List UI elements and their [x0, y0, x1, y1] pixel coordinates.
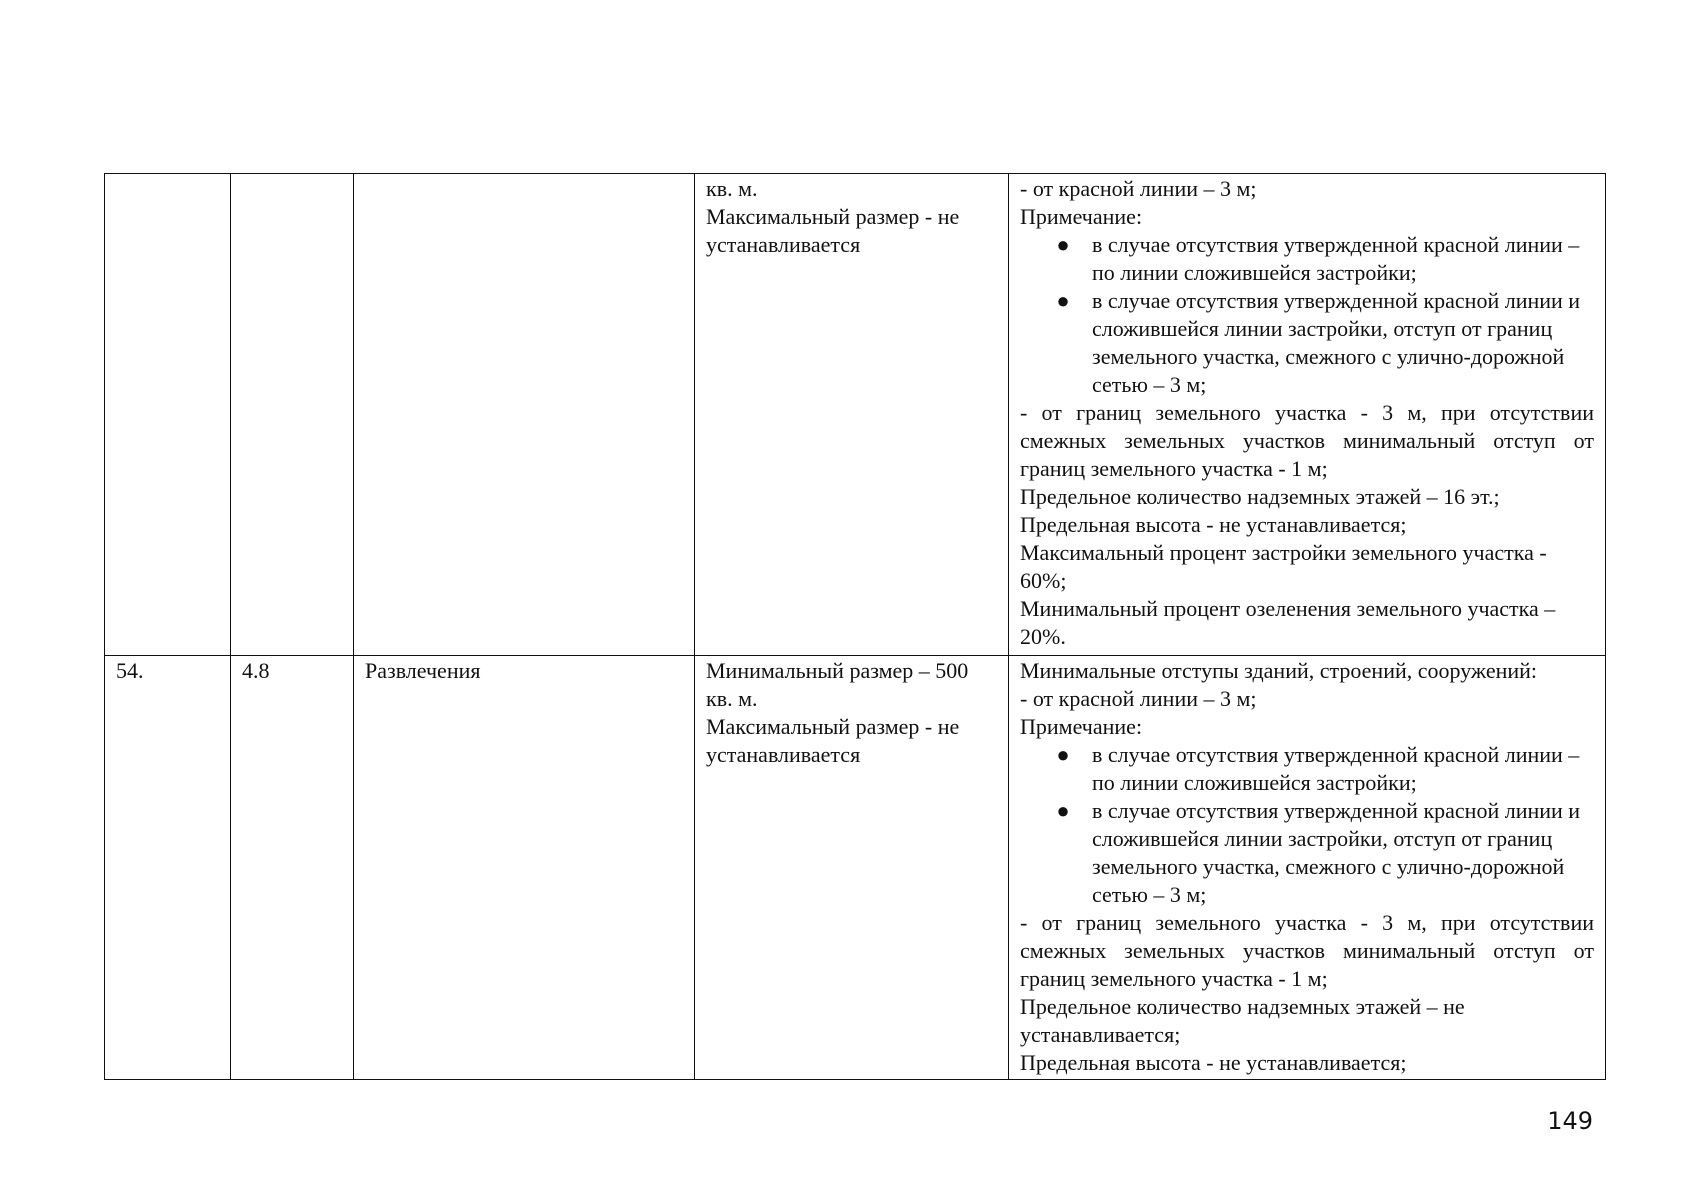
use-name-cell — [354, 174, 695, 656]
note-list-item — [1056, 797, 1594, 909]
bullet-icon: ● — [1056, 798, 1070, 823]
bullet-icon: ● — [1056, 742, 1070, 767]
row-number-cell: 54. — [105, 656, 231, 1080]
note-label: Примечание: — [1020, 204, 1143, 229]
bullet-icon: ● — [1056, 288, 1070, 313]
use-code-cell: 4.8 — [231, 656, 354, 1080]
building-params-cell — [1009, 174, 1606, 656]
setbacks-intro: Минимальные отступы зданий, строений, сооружений: — [1020, 658, 1538, 683]
note-label: Примечание: — [1020, 714, 1143, 739]
note-list-item — [1056, 287, 1594, 399]
note-list-item — [1056, 231, 1594, 287]
max-coverage: Максимальный процент застройки земельного участка - 60%; — [1020, 540, 1547, 593]
note-text: в случае отсутствия утвержденной красной линии и сложившейся линии застройки, отступ от границ земельного участка, смежного с улично-дорожной сетью – 3 м; — [1092, 288, 1581, 397]
table-row — [105, 174, 1606, 656]
row-number-cell — [105, 174, 231, 656]
plot-size-line: Максимальный размер - не устанавливается — [706, 714, 960, 767]
building-params-cell — [1009, 656, 1606, 1080]
plot-size-line: Максимальный размер - не устанавливается — [706, 204, 960, 257]
red-line-setback: - от красной линии – 3 м; — [1020, 176, 1257, 201]
note-list — [1020, 231, 1594, 399]
plot-size-line: Минимальный размер – 500 кв. м. — [706, 658, 969, 711]
use-code-cell — [231, 174, 354, 656]
plot-size-cell — [695, 656, 1009, 1080]
red-line-setback: - от красной линии – 3 м; — [1020, 686, 1257, 711]
boundary-setback: - от границ земельного участка - 3 м, при отсутствии смежных земельных участков минимальный отступ от границ земельного участка - 1 м; — [1020, 400, 1594, 481]
land-use-regulations-table — [104, 173, 1606, 1080]
floors-limit: Предельное количество надземных этажей – не устанавливается; — [1020, 994, 1465, 1047]
min-greening: Минимальный процент озеленения земельного участка – 20%. — [1020, 596, 1556, 649]
use-name-cell: Развлечения — [354, 656, 695, 1080]
height-limit: Предельная высота - не устанавливается; — [1020, 512, 1407, 537]
plot-size-cell — [695, 174, 1009, 656]
plot-size-line: кв. м. — [706, 176, 758, 201]
floors-limit: Предельное количество надземных этажей – 16 эт.; — [1020, 484, 1500, 509]
note-list-item — [1056, 741, 1594, 797]
page-number: 149 — [1547, 1107, 1593, 1135]
note-text: в случае отсутствия утвержденной красной линии – по линии сложившейся застройки; — [1092, 232, 1580, 285]
boundary-setback: - от границ земельного участка - 3 м, при отсутствии смежных земельных участков минимальный отступ от границ земельного участка - 1 м; — [1020, 910, 1594, 991]
bullet-icon: ● — [1056, 232, 1070, 257]
note-list — [1020, 741, 1594, 909]
height-limit: Предельная высота - не устанавливается; — [1020, 1050, 1407, 1075]
table-row — [105, 656, 1606, 1080]
note-text: в случае отсутствия утвержденной красной линии – по линии сложившейся застройки; — [1092, 742, 1580, 795]
note-text: в случае отсутствия утвержденной красной линии и сложившейся линии застройки, отступ от границ земельного участка, смежного с улично-дорожной сетью – 3 м; — [1092, 798, 1581, 907]
